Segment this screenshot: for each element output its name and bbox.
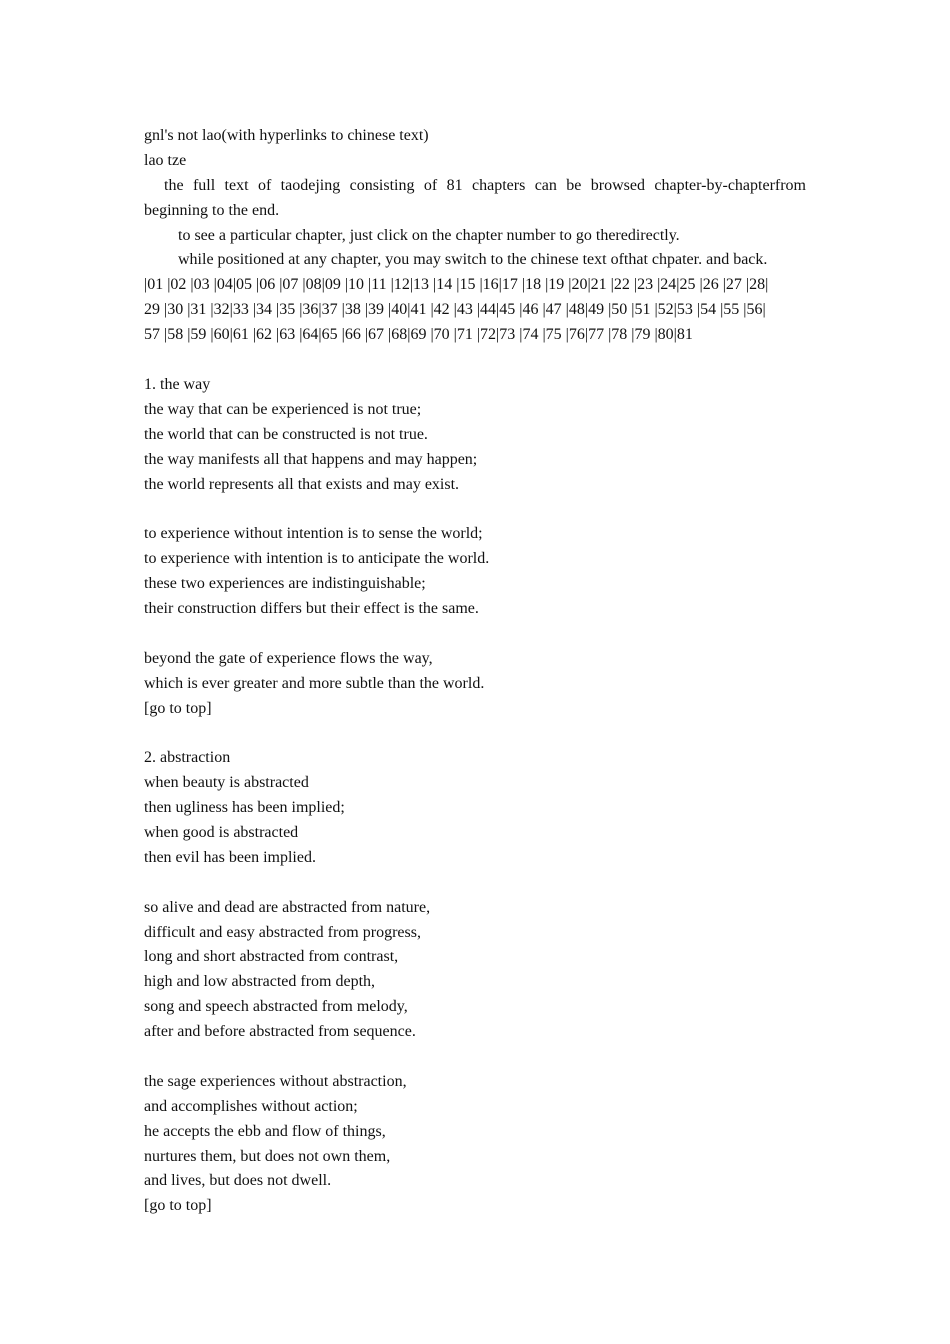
verse-line: beyond the gate of experience flows the way, [144,649,433,667]
document-title: gnl's not lao(with hyperlinks to chinese text) [144,127,429,144]
spacer [144,622,806,647]
chapter-2 [144,746,806,1219]
verse-line: the world that can be constructed is not true. [144,425,428,443]
verse-line: song and speech abstracted from melody, [144,998,408,1016]
verse-line: their construction differs but their effect is the same. [144,599,479,617]
verse-line: difficult and easy abstracted from progress, [144,923,421,941]
spacer [144,348,806,373]
verse-line: then ugliness has been implied; [144,799,345,817]
verse-line: the world represents all that exists and may exist. [144,475,460,493]
verse-line: the sage experiences without abstraction, [144,1072,407,1090]
chapter-title: 2. abstraction [144,749,231,767]
spacer [144,871,806,896]
verse-line: when good is abstracted [144,823,299,841]
intro-paragraph: the full text of taodejing consisting of 81 chapters can be browsed chapter-by-chapterfrom beginning to the end. [144,176,806,219]
spacer [144,721,806,746]
verse-line: and accomplishes without action; [144,1097,358,1115]
chapter-index-line-1[interactable] [144,273,806,298]
verse-line: high and low abstracted from depth, [144,973,376,991]
verse-line: he accepts the ebb and flow of things, [144,1122,386,1140]
verse-line: when beauty is abstracted [144,774,309,792]
verse-line: and lives, but does not dwell. [144,1172,332,1190]
verse-line: then evil has been implied. [144,848,316,866]
verse-line: the way manifests all that happens and may happen; [144,450,478,468]
document-body [144,124,806,1219]
spacer [144,497,806,522]
author-name: lao tze [144,151,187,169]
verse-line: so alive and dead are abstracted from nature, [144,898,431,916]
verse-line: to experience without intention is to sense the world; [144,525,483,543]
chapter-index [144,273,806,348]
verse-line: to experience with intention is to anticipate the world. [144,550,490,568]
verse-line: which is ever greater and more subtle than the world. [144,674,485,692]
chapter-index-line-2[interactable] [144,298,806,323]
chapter-links[interactable]: |01 |02 |03 |04|05 |06 |07 |08|09 |10 |11 |12|13 |14 |15 |16|17 |18 |19 |20|21 |22 |23 |24|25 |26 |27 |28| [144,276,769,294]
verse-line: the way that can be experienced is not true; [144,400,422,418]
chapter-1 [144,373,806,721]
go-to-top-link[interactable]: [go to top] [144,699,212,717]
intro-switch-note: while positioned at any chapter, you may switch to the chinese text ofthat chpater. and back. [178,251,768,269]
spacer [144,1045,806,1070]
verse-line: these two experiences are indistinguishable; [144,575,426,593]
chapter-index-line-3[interactable] [144,323,806,348]
chapter-links[interactable]: 29 |30 |31 |32|33 |34 |35 |36|37 |38 |39 |40|41 |42 |43 |44|45 |46 |47 |48|49 |50 |51 |52|53 |54 |55 |56| [144,301,766,319]
chapter-title: 1. the way [144,375,211,393]
verse-line: long and short abstracted from contrast, [144,948,399,966]
verse-line: after and before abstracted from sequence. [144,1023,416,1041]
verse-line: nurtures them, but does not own them, [144,1147,391,1165]
chapter-links[interactable]: 57 |58 |59 |60|61 |62 |63 |64|65 |66 |67 |68|69 |70 |71 |72|73 |74 |75 |76|77 |78 |79 |80|81 [144,326,693,344]
intro-instruction: to see a particular chapter, just click on the chapter number to go theredirectly. [178,226,680,244]
go-to-top-link[interactable]: [go to top] [144,1197,212,1215]
